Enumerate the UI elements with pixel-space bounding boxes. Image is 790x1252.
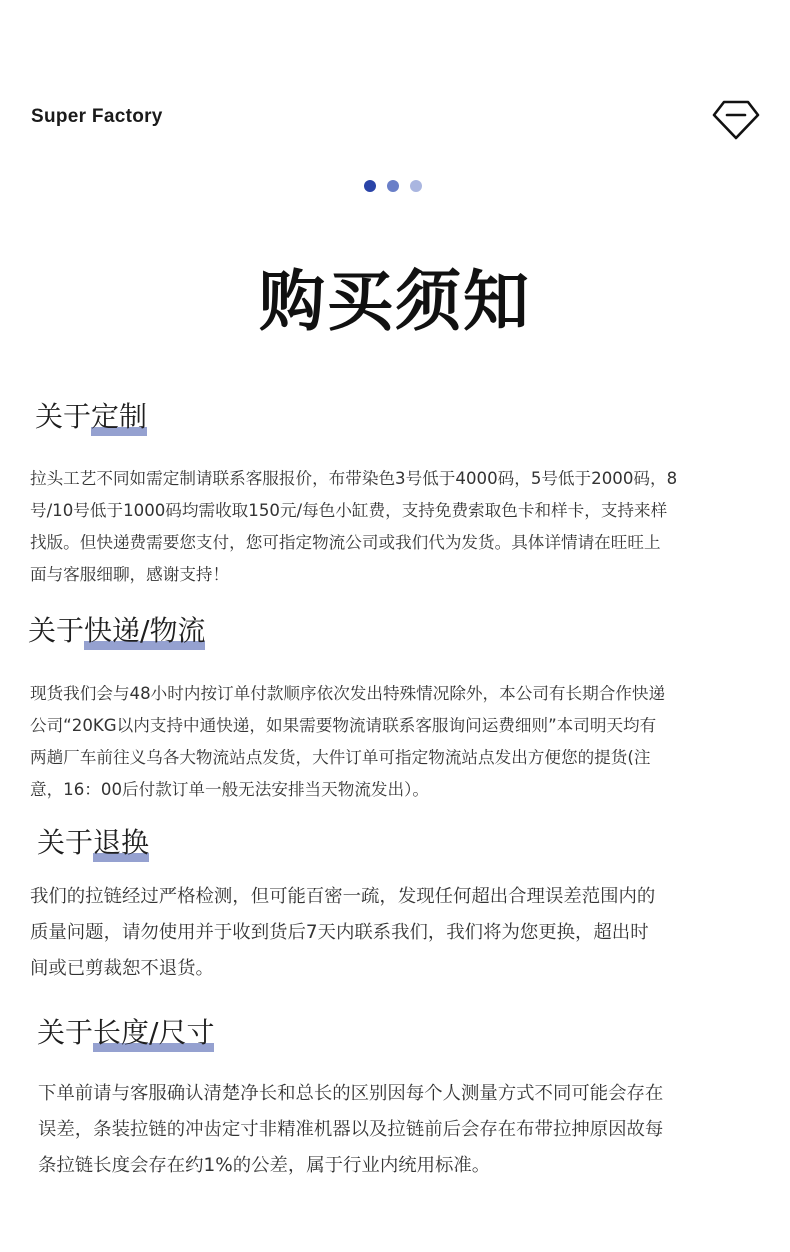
body-line: 下单前请与客服确认清楚净长和总长的区别因每个人测量方式不同可能会存在 bbox=[38, 1083, 664, 1104]
body-line: 拉头工艺不同如需定制请联系客服报价，布带染色3号低于4000码，5号低于2000码，8 bbox=[30, 469, 678, 488]
body-line: 我们的拉链经过严格检测，但可能百密一疏，发现任何超出合理误差范围内的 bbox=[30, 886, 656, 907]
carousel-dot-1[interactable] bbox=[364, 180, 376, 192]
body-line: 号/10号低于1000码均需收取150元/每色小缸费，支持免费索取色卡和样卡，支持来样 bbox=[30, 501, 668, 520]
section-body-custom bbox=[30, 463, 677, 591]
section-body-length bbox=[38, 1076, 663, 1184]
body-line: 两趟厂车前往义乌各大物流站点发货，大件订单可指定物流站点发出方便您的提货(注 bbox=[30, 748, 651, 767]
section-heading-returns bbox=[37, 824, 149, 862]
body-line: 意，16：00后付款订单一般无法安排当天物流发出）。 bbox=[30, 780, 429, 799]
heading-highlight: 长度/尺寸 bbox=[93, 1016, 215, 1049]
heading-highlight: 定制 bbox=[91, 400, 148, 433]
carousel-indicator bbox=[364, 180, 422, 192]
body-line: 公司“20KG以内支持中通快递，如果需要物流请联系客服询问运费细则”本司明天均有 bbox=[30, 716, 657, 735]
brand-name: Super Factory bbox=[31, 106, 163, 127]
body-line: 面与客服细聊，感谢支持！ bbox=[30, 565, 230, 584]
body-line: 条拉链长度会存在约1%的公差，属于行业内统用标准。 bbox=[38, 1155, 491, 1176]
heading-prefix: 关于 bbox=[37, 1016, 94, 1049]
section-body-returns bbox=[30, 879, 655, 987]
page-title: 购买须知 bbox=[259, 263, 531, 340]
body-line: 现货我们会与48小时内按订单付款顺序依次发出特殊情况除外，本公司有长期合作快递 bbox=[30, 684, 666, 703]
section-heading-length bbox=[37, 1014, 214, 1052]
body-line: 间或已剪裁恕不退货。 bbox=[30, 958, 214, 979]
section-body-shipping bbox=[30, 678, 665, 806]
section-heading-custom bbox=[35, 398, 147, 436]
heading-highlight: 退换 bbox=[93, 826, 150, 859]
heading-prefix: 关于 bbox=[35, 400, 92, 433]
section-heading-shipping bbox=[28, 612, 205, 650]
diamond-icon bbox=[712, 99, 760, 141]
body-line: 找版。但快递费需要您支付，您可指定物流公司或我们代为发货。具体详情请在旺旺上 bbox=[30, 533, 661, 552]
heading-prefix: 关于 bbox=[37, 826, 94, 859]
carousel-dot-3[interactable] bbox=[410, 180, 422, 192]
carousel-dot-2[interactable] bbox=[387, 180, 399, 192]
heading-prefix: 关于 bbox=[28, 614, 85, 647]
body-line: 误差，条装拉链的冲齿定寸非精准机器以及拉链前后会存在布带拉抻原因故每 bbox=[38, 1119, 664, 1140]
body-line: 质量问题，请勿使用并于收到货后7天内联系我们，我们将为您更换，超出时 bbox=[30, 922, 649, 943]
heading-highlight: 快递/物流 bbox=[84, 614, 206, 647]
